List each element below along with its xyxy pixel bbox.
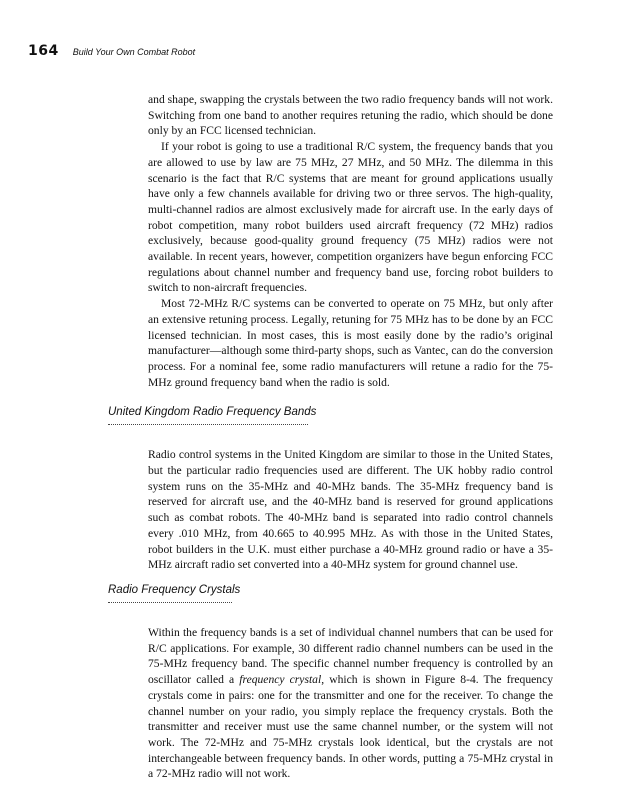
section-heading-uk: United Kingdom Radio Frequency Bands	[108, 406, 317, 419]
section-heading-uk-block	[108, 405, 553, 425]
paragraph-uk-bands: Radio control systems in the United Kingdom are similar to those in the United States, but the particular radio frequencies used are different. The UK hobby radio control system runs on the 35-MHz and 40-MHz bands. The 35-MHz frequency band is reserved for aircraft use, and the 40-MHz band is reserved for ground applications such as combat robots. The 40-MHz band is separated into radio control channels every .010 MHz, from 40.665 to 40.995 MHz. As with those in the United States, robot builders in the U.K. must either purchase a 40-MHz ground radio or have a 35-MHz aircraft radio set converted into a 40-MHz system for ground channel use.	[148, 448, 553, 572]
paragraph-crystals-part-1: Within the frequency bands is a set of individual channel numbers that can be used for R/C applications. For example, 30 different radio channel numbers can be used in the 75-MHz frequency band. The specific channel number frequency is controlled by an oscillator called a	[148, 625, 553, 687]
paragraph-continued: and shape, swapping the crystals between the two radio frequency bands will not work. Switching from one band to another requires retuning the radio, which should be done only by an FCC licensed technician.	[148, 93, 553, 138]
page-body	[108, 92, 554, 782]
paragraph-crystals-part-2: , which is shown in Figure 8-4. The frequency crystals come in pairs: one for the transmitter and one for the receiver. To change the channel number on your radio, you simply replace the frequency crystals. Both the transmitter and receiver must use the same channel number, or the system will not work. The 72-MHz and 75-MHz crystals look identical, but the crystals are not interchangeable between frequency bands. In other words, putting a 75-MHz crystal in a 72-MHz radio will not work.	[148, 673, 554, 781]
section-heading-crystals: Radio Frequency Crystals	[108, 583, 241, 596]
heading-underline	[108, 424, 308, 425]
paragraph-crystals	[148, 625, 553, 782]
book-title: Build Your Own Combat Robot	[72, 47, 196, 57]
section-heading-crystals-block	[108, 583, 553, 603]
page-number: 164	[28, 43, 59, 59]
paragraph-retuning: Most 72-MHz R/C systems can be converted to operate on 75 MHz, but only after an extensive retuning process. Legally, retuning for 75 MHz has to be done by an FCC licensed technician. In most cases, this is most easily done by the radio’s original manufacturer—although some third-party shops, such as Vantec, can do the conversion process. For a nominal fee, some radio manufacturers will retune a radio for the 75-MHz ground frequency band when the radio is sold.	[148, 297, 553, 389]
heading-underline	[108, 602, 232, 603]
paragraph-frequency-bands: If your robot is going to use a traditional R/C system, the frequency bands that you are allowed to use by law are 75 MHz, 27 MHz, and 50 MHz. The dilemma in this scenario is the fact that R/C systems that are meant for ground applications usually have only a few channels available for driving two or three servos. The high-quality, multi-channel radios are almost exclusively made for aircraft use. In the early days of robot competition, many robot builders used aircraft frequency (72 MHz) radios exclusively, because good-quality ground frequency (75 MHz) radios were not available. In recent years, however, competition organizers have begun enforcing FCC regulations about channel number and frequency band use, forcing robot builders to switch to non-aircraft frequencies.	[148, 140, 553, 295]
running-header	[28, 42, 195, 60]
term-frequency-crystal: frequency crystal	[239, 673, 322, 687]
